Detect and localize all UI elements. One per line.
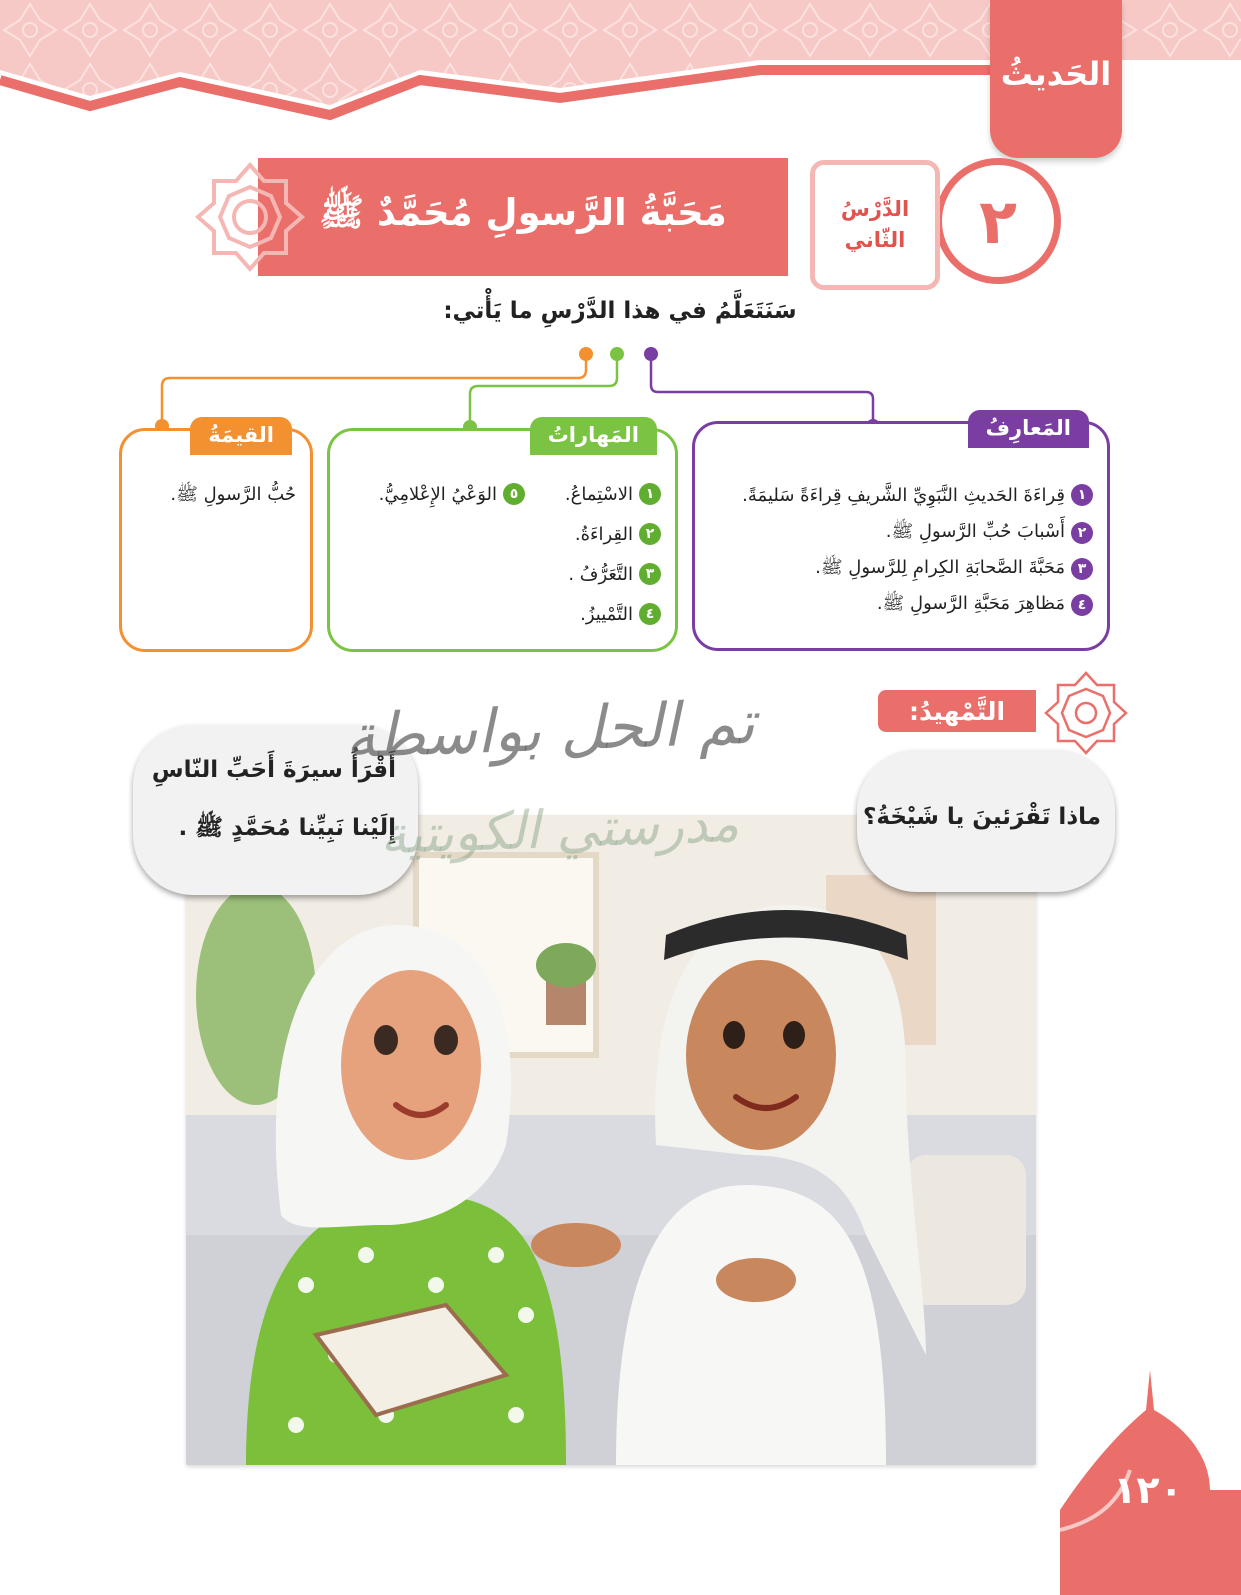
skills-item — [379, 483, 525, 505]
knowledge-item-number: ٣ — [1071, 558, 1093, 580]
knowledge-item — [877, 592, 1093, 618]
children-reading-illustration — [186, 815, 1036, 1465]
skills-item — [565, 483, 661, 505]
lesson-number: ٢ — [979, 184, 1017, 258]
lesson-label-line1: الدَّرْسُ — [840, 196, 910, 221]
skills-item-number: ٤ — [639, 603, 661, 625]
skills-item — [580, 603, 661, 625]
skills-item-text: الوَعْيُ الإِعْلامِيُّ. — [378, 483, 497, 505]
subject-tab-label: الحَديثُ — [1000, 55, 1112, 93]
skills-box — [327, 423, 678, 652]
lesson-number-badge — [935, 158, 1061, 284]
skills-item-number: ٢ — [639, 523, 661, 545]
knowledge-item-text: مَحَبَّةَ الصَّحابَةِ الكِرامِ لِلرَّسولِ ﷺ. — [815, 557, 1065, 578]
knowledge-item — [815, 556, 1093, 582]
value-box — [119, 423, 313, 652]
lesson-objectives-intro: سَنَتَعَلَّمُ في هذا الدَّرْسِ ما يَأْتي: — [443, 298, 797, 324]
title-ornament-icon — [188, 158, 313, 276]
knowledge-box-title: المَعارِفُ — [968, 410, 1089, 448]
watermark-line1: تم الحل بواسطة — [343, 687, 757, 773]
skills-item-text: التَّمْييزُ. — [580, 603, 633, 625]
skills-item-text: الاسْتِماعُ. — [564, 483, 633, 505]
boy-speech-bubble — [857, 750, 1115, 892]
knowledge-item — [742, 484, 1093, 506]
page-number: ١٢٠ — [1113, 1468, 1183, 1512]
knowledge-item-text: أَسْبابَ حُبِّ الرَّسولِ ﷺ. — [885, 521, 1065, 542]
skills-item-number: ١ — [639, 483, 661, 505]
boy-speech-text: ماذا تَقْرَئينَ يا شَيْخَةُ؟ — [863, 804, 1101, 830]
value-item-text: حُبُّ الرَّسولِ ﷺ. — [170, 484, 296, 505]
subject-tab — [990, 0, 1122, 158]
lesson-label — [810, 160, 940, 290]
skills-item-text: التَّعَرُّفُ . — [568, 563, 633, 585]
knowledge-item-number: ١ — [1071, 484, 1093, 506]
knowledge-item-text: مَظاهِرَ مَحَبَّةِ الرَّسولِ ﷺ. — [876, 593, 1065, 614]
skills-item-text: القِراءَةُ. — [574, 523, 633, 545]
girl-speech-line2: إِلَيْنا نَبِيِّنا مُحَمَّدٍ ﷺ . — [178, 815, 396, 841]
watermark-line2: مدرستي الكويتية — [379, 793, 740, 867]
skills-item-number: ٣ — [639, 563, 661, 585]
skills-item-number: ٥ — [503, 483, 525, 505]
knowledge-item-text: قِراءَةَ الحَديثِ النَّبَوِيِّ الشَّريفِ قِراءَةً سَليمَةً. — [742, 484, 1065, 506]
value-box-title: القيمَةُ — [190, 417, 292, 455]
knowledge-item-number: ٤ — [1071, 594, 1093, 616]
lesson-label-line2: الثّاني — [844, 228, 906, 252]
intro-ornament-icon — [1040, 670, 1132, 756]
skills-item — [575, 523, 661, 545]
lesson-title-bar — [258, 158, 788, 276]
lesson-title: مَحَبَّةُ الرَّسولِ مُحَمَّدٌ ﷺ — [319, 191, 727, 234]
skills-item — [568, 563, 661, 585]
knowledge-item-number: ٢ — [1071, 522, 1093, 544]
knowledge-box — [692, 416, 1110, 651]
skills-box-title: المَهاراتُ — [530, 417, 657, 455]
intro-heading: التَّمْهيدُ: — [878, 690, 1036, 732]
knowledge-item — [886, 520, 1093, 546]
girl-speech-line1: أَقْرَأُ سيرَةَ أَحَبِّ النّاسِ — [151, 757, 396, 783]
